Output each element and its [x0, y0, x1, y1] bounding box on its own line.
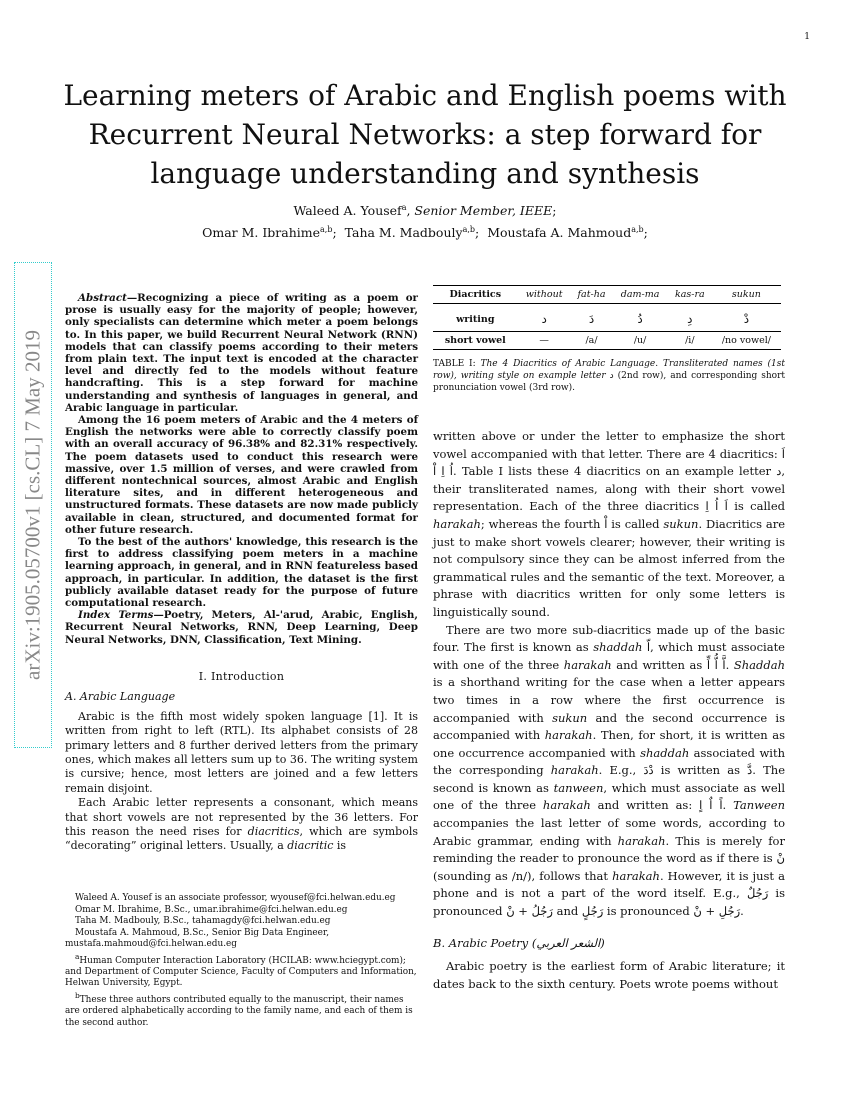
text: associated with the corresponding	[433, 745, 785, 778]
text: . However, it is just a phone and is not a part of the word itself. E.g., رَجُلٌ is pronounced رَجُلُ + نْ and رَجُلٍ is pronounced رَجُلِ + نْ.	[433, 868, 785, 919]
footnote-mark: a	[75, 951, 80, 961]
table-cell: —	[539, 335, 549, 346]
text: . Diacritics are just to make short vowels clearer; however, their writing is not compulsory since they can be almost inferred from the grammatical rules and the semantic of the text. Moreover, a phrase with diacritics written for only some letters is linguistically sound.	[433, 516, 785, 619]
left-column	[65, 292, 418, 854]
text: and written as: اً اٌ اٍ.	[590, 798, 734, 813]
right-p3: Arabic poetry is the earliest form of Arabic literature; it dates back to the sixth century. Poets wrote poems without	[433, 959, 785, 991]
table-cell: /u/	[633, 335, 647, 346]
table-header-row	[433, 286, 781, 304]
emphasis: harakah	[433, 516, 481, 531]
table-header: dam-ma	[620, 289, 660, 300]
emphasis: shaddah	[593, 640, 643, 655]
author-name: Omar M. Ibrahime	[202, 225, 321, 241]
footnote-mark: b	[75, 990, 80, 1000]
table-cell: /i/	[685, 335, 695, 346]
author-affil: a,b	[631, 225, 644, 235]
emphasis: harakah	[542, 798, 591, 813]
table-header: without	[525, 289, 563, 300]
emphasis: harakah	[563, 657, 612, 672]
author-line-1: Waleed A. Yousef$^a$, Senior Member, IEEE;	[293, 203, 557, 219]
page-number: 1	[804, 32, 810, 42]
table-header: sukun	[731, 289, 761, 300]
author-name: Taha M. Madbouly	[344, 225, 463, 241]
text: . This is merely for reminding the reader to pronounce the word as if there is نْ (sounding as /n/), follows that	[433, 833, 785, 883]
text: and the second occurrence is accompanied with	[433, 710, 785, 743]
intro-p2	[65, 796, 418, 854]
abstract-p1: Recognizing a piece of writing as a poem or prose is usually easy for the majority of people; however, only specialists can determine which meter a poem belongs to. In this paper, we build Recurrent Neural Network (RNN) models that can classify poems according to their meters from plain text. The input text is encoded at the character level and directly fed to the models without feature handcrafting. This is a step forward for machine understanding and synthesis of languages in general, and Arabic language in particular.	[65, 292, 418, 414]
intro-body	[65, 710, 418, 854]
right-p2	[433, 622, 785, 921]
author-affil: a,b	[320, 225, 333, 235]
table-cell: دِ	[687, 312, 693, 326]
author-role: Senior Member, IEEE	[414, 203, 553, 219]
footnote: Waleed A. Yousef is an associate professor, wyousef@fci.helwan.edu.eg	[75, 893, 396, 903]
text: , which are symbols “decorating” original letters. Usually, a	[65, 824, 419, 853]
right-column	[433, 428, 785, 993]
subsection-heading: A. Arabic Language	[65, 690, 176, 704]
emphasis: harakah	[617, 833, 666, 848]
emphasis: diacritics	[247, 824, 300, 838]
table-cell: دُ	[637, 312, 643, 326]
author-block	[60, 198, 790, 242]
text: . E.g., دْدَ is written as دَّ. The second is known as	[433, 763, 785, 795]
text: اّ, which must associate with one of the three	[433, 640, 785, 672]
table-caption	[433, 358, 785, 394]
footnote: Omar M. Ibrahime, B.Sc., umar.ibrahime@fci.helwan.edu.eg	[75, 904, 348, 915]
table-header: kas-ra	[674, 289, 705, 300]
subsection-heading: B. Arabic Poetry (الشعر العربي)	[433, 935, 605, 950]
abstract-p3: To the best of the authors' knowledge, this research is the first to address classifying poem meters in a machine learning approach, in general, and in RNN featureless based approach, in particular. In addition, the dataset is the first publicly available dataset ready for the purpose of future computational research.	[65, 536, 418, 610]
arxiv-stamp	[14, 262, 52, 748]
text: is	[333, 839, 347, 853]
author-affil: a	[401, 203, 407, 212]
intro-p1: Arabic is the fifth most widely spoken language [1]. It is written from right to left (RTL). Its alphabet consists of 28 primary letters and 8 further derived letters from the primary ones, which makes all letters sum up to 36. The writing system is cursive; hence, most letters are joined and a few letters remain disjoint.	[65, 709, 418, 795]
emphasis: Shaddah	[733, 657, 785, 672]
arxiv-stamp-text: arXiv:1905.05700v1 [cs.CL] 7 May 2019	[20, 330, 45, 680]
emphasis: diacritic	[287, 839, 334, 853]
table-header: Diacritics	[449, 289, 502, 300]
table-cell: دَ	[588, 312, 595, 326]
index-terms: Poetry, Meters, Al-'arud, Arabic, English, Recurrent Neural Networks, RNN, Deep Learning, Deep Neural Networks, DNN, Classification, Text Mining.	[65, 609, 418, 646]
caption-label: TABLE I:	[433, 359, 476, 369]
emphasis: sukun	[663, 516, 699, 531]
right-p1	[433, 428, 785, 622]
caption-letter: د	[609, 371, 614, 381]
table-row	[433, 332, 781, 350]
index-terms-label: Index Terms	[78, 609, 154, 622]
author-affil: a,b	[462, 225, 476, 235]
text: . Then, for short, it is written as one occurrence accompanied with	[433, 728, 785, 760]
table-cell: د	[541, 312, 547, 326]
emphasis: shaddah	[640, 745, 690, 760]
text: and written as اَّ اُّ اِّ.	[611, 657, 734, 672]
footnote	[65, 990, 418, 1029]
footnotes	[65, 893, 418, 1029]
footnote-text: Human Computer Interaction Laboratory (HCILAB: www.hciegypt.com); and Department of Computer Science, Faculty of Computers and Information, Helwan University, Egypt.	[65, 955, 417, 989]
footnote-text: These three authors contributed equally to the manuscript, their names are ordered alphabetically according to the family name, and each of them is the second author.	[65, 994, 413, 1028]
table-header: fat-ha	[577, 289, 606, 300]
caption-text: (2nd row), and corresponding short pronunciation vowel (3rd row).	[433, 371, 785, 393]
emphasis: sukun	[552, 710, 588, 725]
row-label: writing	[456, 313, 495, 325]
row-label: short vowel	[444, 335, 506, 346]
abstract-label: Abstract	[78, 292, 127, 304]
text: accompanies the last letter of some words, according to Arabic grammar, ending with	[433, 816, 785, 848]
text: written above or under the letter to emphasize the short vowel accompanied with that letter. There are 4 diacritics: اَ اُ اِ اْ. Table I lists these 4 diacritics on an example letter د, their transliterated names, along with their short vowel representation. Each of the three diacritics اَ اُ اِ is called	[433, 429, 785, 514]
table-cell: /a/	[585, 335, 598, 346]
section-heading: I. Introduction	[198, 669, 285, 683]
caption-text: The 4 Diacritics of Arabic Language. Transliterated names (1st row), writing style on example letter	[433, 359, 785, 381]
abstract: Abstract—Recognizing a piece of writing as a poem or prose is usually easy for the majority of people; however, only specialists can determine which meter a poem belongs to. In this paper, we build Recurrent Neural Network (RNN) models that can classify poems according to their meters from plain text. The input text is encoded at the character level and directly fed to the models without feature handcrafting. This is a step forward for machine understanding and synthesis of languages in general, and Arabic language in particular. Among the 16 poem meters of Arabic and the 4 meters of English the networks were able to correctly classify poem with an overall accuracy of 96.38% and 82.31% respectively. The poem datasets used to conduct this research were massive, over 1.5 million of verses, and were crawled from different nontechnical sources, almost Arabic and English literature sites, and in different heterogeneous and unstructured formats. These datasets are now made publicly available in clean, structured, and documented format for other future research. To the best of the authors' knowledge, this research is the first to address classifying poem meters in a machine learning approach, in general, and in RNN featureless based approach, in particular. In addition, the dataset is the first publicly available dataset ready for the purpose of future computational research. Index Terms—Poetry, Meters, Al-'arud, Arabic, English, Recurrent Neural Networks, RNN, Deep Learning, Deep Neural Networks, DNN, Classification, Text Mining.	[65, 292, 418, 646]
text: Each Arabic letter represents a consonant, which means that short vowels are not represented by the 36 letters. For this reason the need rises for	[65, 796, 418, 838]
table-cell: دْ	[743, 312, 750, 326]
emphasis: harakah	[550, 763, 599, 778]
author-line-2: Omar M. Ibrahime$^{a,b}$; Taha M. Madbouly$^{a,b}$; Moustafa A. Mahmoud$^{a,b}$;	[202, 225, 648, 241]
footnote: Moustafa A. Mahmoud, B.Sc., Senior Big Data Engineer, mustafa.mahmoud@fci.helwan.edu.eg	[65, 927, 330, 949]
table-cell: /no vowel/	[721, 335, 771, 346]
text: ; whereas the fourth اْ is called	[480, 516, 664, 531]
emphasis: harakah	[612, 868, 660, 883]
footnote	[65, 951, 418, 990]
diacritics-table	[433, 285, 781, 350]
emphasis: tanween	[553, 780, 604, 795]
text: , which must associate as well one of the three	[433, 780, 785, 813]
text: is a shorthand writing for the case when a letter appears two times in a row where the first occurrence is accompanied with	[433, 675, 785, 725]
text: There are two more sub-diacritics made up of the basic four. The first is known as	[433, 622, 785, 655]
abstract-p2: Among the 16 poem meters of Arabic and the 4 meters of English the networks were able to correctly classify poem with an overall accuracy of 96.38% and 82.31% respectively. The poem datasets used to conduct this research were massive, over 1.5 million of verses, and were crawled from different nontechnical sources, almost Arabic and English literature sites, and in different heterogeneous and unstructured formats. These datasets are now made publicly available in clean, structured, and documented format for other future research.	[65, 414, 418, 536]
emphasis: Tanween	[733, 798, 785, 813]
emphasis: harakah	[544, 728, 593, 743]
paper-title: Learning meters of Arabic and English poems with Recurrent Neural Networks: a step forward for language understanding and synthesis	[63, 79, 787, 190]
table-row	[433, 304, 781, 332]
author-name: Waleed A. Yousef	[293, 203, 402, 219]
author-name: Moustafa A. Mahmoud	[487, 225, 632, 241]
footnote: Taha M. Madbouly, B.Sc., tahamagdy@fci.helwan.edu.eg	[75, 916, 331, 926]
